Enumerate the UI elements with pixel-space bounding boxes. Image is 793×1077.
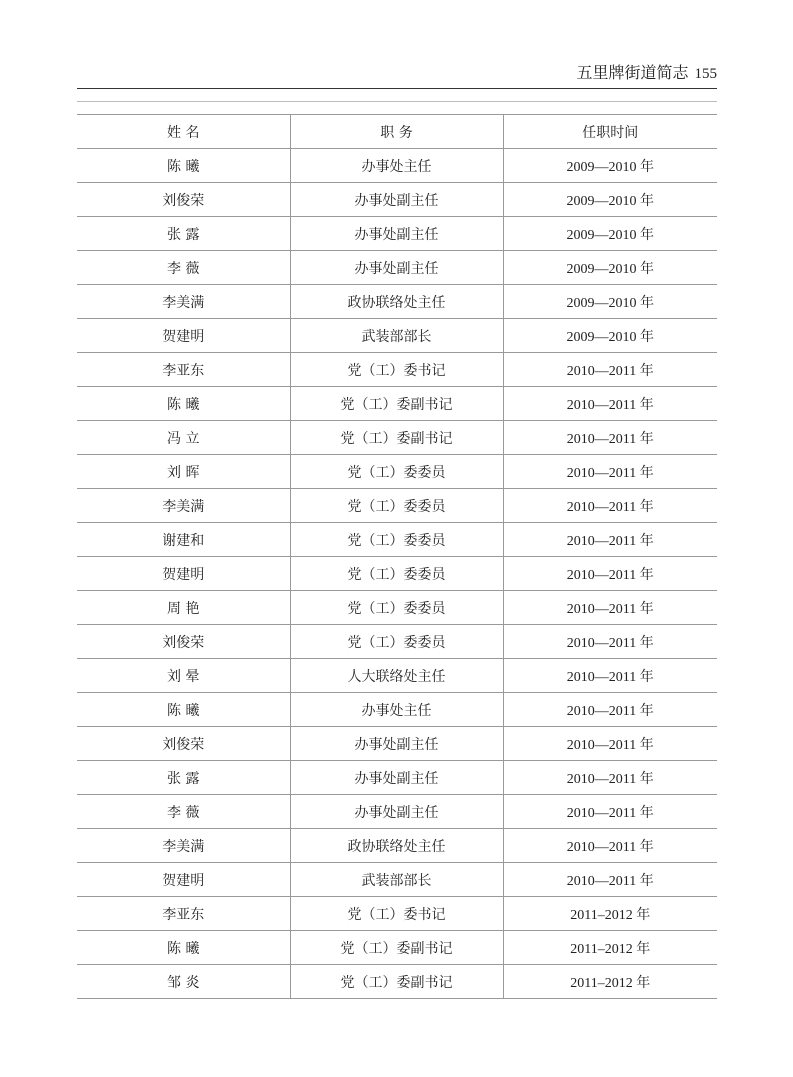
cell-title: 办事处副主任 (290, 183, 503, 217)
table-row (77, 489, 717, 523)
cell-name: 贺建明 (77, 557, 290, 591)
cell-name: 李亚东 (77, 897, 290, 931)
cell-title: 党（工）委副书记 (290, 931, 503, 965)
cell-title: 政协联络处主任 (290, 285, 503, 319)
page-number: 155 (694, 66, 717, 82)
cell-name: 周 艳 (77, 591, 290, 625)
column-header-name: 姓 名 (77, 115, 290, 149)
cell-name: 刘俊荣 (77, 727, 290, 761)
cell-title: 武装部部长 (290, 319, 503, 353)
table-row (77, 285, 717, 319)
cell-title: 党（工）委委员 (290, 591, 503, 625)
cell-period: 2011–2012 年 (503, 965, 717, 999)
table-row (77, 965, 717, 999)
cell-title: 办事处副主任 (290, 251, 503, 285)
cell-name: 李 薇 (77, 251, 290, 285)
cell-title: 政协联络处主任 (290, 829, 503, 863)
table-header-row (77, 115, 717, 149)
cell-title: 党（工）委副书记 (290, 965, 503, 999)
cell-name: 贺建明 (77, 863, 290, 897)
cell-period: 2010—2011 年 (503, 421, 717, 455)
cell-period: 2009—2010 年 (503, 183, 717, 217)
cell-period: 2009—2010 年 (503, 319, 717, 353)
cell-title: 党（工）委书记 (290, 897, 503, 931)
cell-period: 2009—2010 年 (503, 251, 717, 285)
cell-period: 2010—2011 年 (503, 489, 717, 523)
table-row (77, 183, 717, 217)
table-row (77, 319, 717, 353)
cell-name: 张 露 (77, 761, 290, 795)
cell-title: 党（工）委副书记 (290, 387, 503, 421)
cell-name: 李美满 (77, 285, 290, 319)
cell-title: 人大联络处主任 (290, 659, 503, 693)
cell-period: 2010—2011 年 (503, 387, 717, 421)
table-row (77, 693, 717, 727)
table-row (77, 931, 717, 965)
column-header-title: 职 务 (290, 115, 503, 149)
cell-name: 刘俊荣 (77, 183, 290, 217)
header-divider (77, 101, 717, 102)
cell-title: 办事处副主任 (290, 217, 503, 251)
cell-title: 党（工）委副书记 (290, 421, 503, 455)
table-row (77, 625, 717, 659)
cell-period: 2011–2012 年 (503, 897, 717, 931)
table-row (77, 353, 717, 387)
cell-period: 2009—2010 年 (503, 217, 717, 251)
table-row (77, 387, 717, 421)
cell-title: 党（工）委委员 (290, 523, 503, 557)
cell-title: 党（工）委委员 (290, 625, 503, 659)
cell-period: 2010—2011 年 (503, 659, 717, 693)
table-row (77, 149, 717, 183)
cell-period: 2010—2011 年 (503, 727, 717, 761)
table-row (77, 727, 717, 761)
cell-title: 办事处主任 (290, 693, 503, 727)
cell-period: 2010—2011 年 (503, 353, 717, 387)
cell-name: 李美满 (77, 489, 290, 523)
cell-title: 办事处副主任 (290, 727, 503, 761)
cell-title: 办事处副主任 (290, 795, 503, 829)
cell-title: 党（工）委委员 (290, 489, 503, 523)
cell-name: 刘 晕 (77, 659, 290, 693)
cell-name: 陈 曦 (77, 931, 290, 965)
cell-name: 李 薇 (77, 795, 290, 829)
table-row (77, 897, 717, 931)
cell-name: 张 露 (77, 217, 290, 251)
table-row (77, 557, 717, 591)
running-header (77, 62, 717, 89)
table-row (77, 421, 717, 455)
column-header-period: 任职时间 (503, 115, 717, 149)
table-body (77, 149, 717, 999)
cell-period: 2010—2011 年 (503, 829, 717, 863)
cell-name: 李美满 (77, 829, 290, 863)
cell-period: 2010—2011 年 (503, 761, 717, 795)
table-row (77, 829, 717, 863)
cell-title: 党（工）委委员 (290, 455, 503, 489)
table-row (77, 795, 717, 829)
cell-period: 2010—2011 年 (503, 455, 717, 489)
cell-period: 2009—2010 年 (503, 285, 717, 319)
cell-name: 陈 曦 (77, 149, 290, 183)
cell-period: 2010—2011 年 (503, 863, 717, 897)
cell-period: 2010—2011 年 (503, 557, 717, 591)
cell-period: 2011–2012 年 (503, 931, 717, 965)
table-row (77, 455, 717, 489)
cell-title: 办事处主任 (290, 149, 503, 183)
cell-name: 陈 曦 (77, 693, 290, 727)
cell-name: 刘 晖 (77, 455, 290, 489)
cell-title: 党（工）委书记 (290, 353, 503, 387)
officials-table (77, 114, 717, 999)
cell-name: 陈 曦 (77, 387, 290, 421)
cell-title: 办事处副主任 (290, 761, 503, 795)
table-row (77, 251, 717, 285)
cell-name: 刘俊荣 (77, 625, 290, 659)
table-row (77, 591, 717, 625)
cell-period: 2010—2011 年 (503, 591, 717, 625)
table-row (77, 217, 717, 251)
book-title: 五里牌街道简志 (576, 63, 689, 82)
cell-name: 李亚东 (77, 353, 290, 387)
cell-name: 贺建明 (77, 319, 290, 353)
cell-period: 2009—2010 年 (503, 149, 717, 183)
table-row (77, 523, 717, 557)
cell-period: 2010—2011 年 (503, 625, 717, 659)
cell-title: 武装部部长 (290, 863, 503, 897)
cell-period: 2010—2011 年 (503, 795, 717, 829)
table-row (77, 863, 717, 897)
cell-period: 2010—2011 年 (503, 523, 717, 557)
cell-name: 邹 炎 (77, 965, 290, 999)
cell-name: 谢建和 (77, 523, 290, 557)
cell-name: 冯 立 (77, 421, 290, 455)
table-row (77, 659, 717, 693)
table-row (77, 761, 717, 795)
cell-title: 党（工）委委员 (290, 557, 503, 591)
running-header-text (576, 60, 717, 83)
cell-period: 2010—2011 年 (503, 693, 717, 727)
